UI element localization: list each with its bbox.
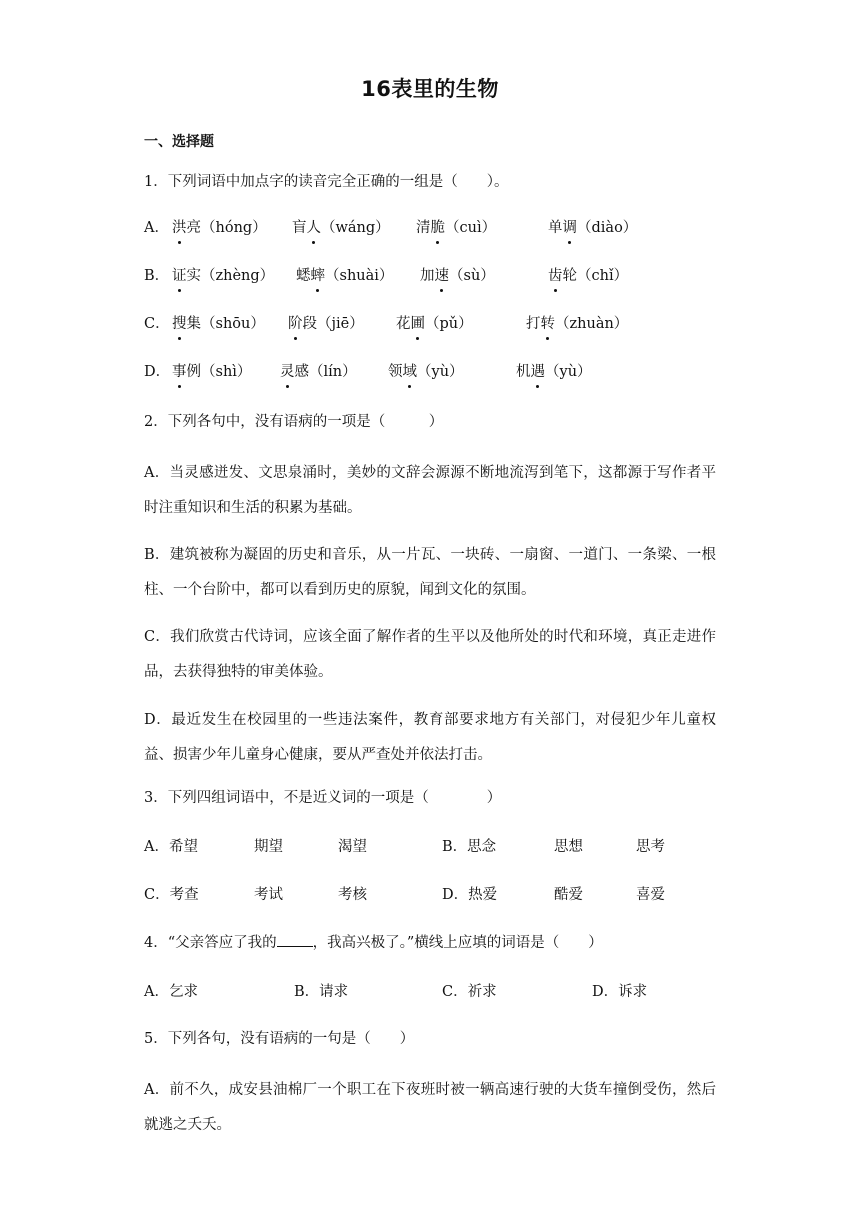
option-item: 阶段（jiē）: [288, 312, 364, 336]
option-item: 盲人（wáng）: [292, 216, 390, 240]
option-item: 机遇（yù）: [516, 360, 592, 384]
question-1-option-a: [144, 216, 716, 240]
question-2-option-c: C．我们欣赏古代诗词，应该全面了解作者的生平以及他所处的时代和环境，真正走进作品，去获得独特的审美体验。: [144, 629, 716, 680]
option-b: B．思念: [442, 839, 497, 855]
page-title: 16表里的生物: [361, 77, 499, 101]
question-2-stem: 2．下列各句中，没有语病的一项是（ ）: [144, 414, 444, 430]
answer-blank: [277, 932, 313, 947]
option-c: C．祈求: [442, 984, 497, 1000]
question-1-option-c: [144, 312, 716, 336]
question-3-stem: 3．下列四组词语中，不是近义词的一项是（ ）: [144, 790, 502, 806]
option-item: 清脆（cuì）: [416, 216, 496, 240]
option-item: 齿轮（chǐ）: [548, 264, 628, 288]
question-4-options: [144, 980, 716, 1004]
option-label: D．: [144, 364, 171, 380]
question-1-option-b: [144, 264, 716, 288]
option-d: D．热爱: [442, 887, 498, 903]
option-item: 加速（sù）: [420, 264, 495, 288]
option-label: B．: [144, 268, 170, 284]
option-item: 证实（zhèng）: [172, 264, 274, 288]
option-word: 期望: [254, 839, 283, 855]
question-2-option-b: B．建筑被称为凝固的历史和音乐，从一片瓦、一块砖、一扇窗、一道门、一条梁、一根柱、一个台阶中，都可以看到历史的原貌，闻到文化的氛围。: [144, 547, 716, 598]
option-word: 酷爱: [554, 887, 583, 903]
question-4-stem: 4．“父亲答应了我的 ，我高兴极了。”横线上应填的词语是（ ）: [144, 931, 603, 955]
question-3-row-ab: [144, 835, 716, 859]
option-item: 搜集（shōu）: [172, 312, 265, 336]
section-heading: 一、选择题: [144, 134, 214, 150]
question-2-option-d: D．最近发生在校园里的一些违法案件，教育部要求地方有关部门，对侵犯少年儿童权益、损害少年儿童身心健康，要从严查处并依法打击。: [144, 712, 716, 763]
option-c: C．考查: [144, 887, 199, 903]
option-item: 打转（zhuàn）: [526, 312, 628, 336]
option-item: 蟋蟀（shuài）: [296, 264, 393, 288]
question-5-option-a: A．前不久，成安县油棉厂一个职工在下夜班时被一辆高速行驶的大货车撞倒受伤，然后就逃之夭夭。: [144, 1082, 716, 1133]
option-word: 考核: [338, 887, 367, 903]
question-1-option-d: [144, 360, 716, 384]
option-item: 花圃（pǔ）: [396, 312, 473, 336]
option-item: 事例（shì）: [172, 360, 251, 384]
option-b: B．请求: [294, 984, 349, 1000]
option-word: 喜爱: [636, 887, 665, 903]
question-1-stem: 1．下列词语中加点字的读音完全正确的一组是（ ）。: [144, 174, 509, 190]
option-word: 思考: [636, 839, 665, 855]
option-label: A．: [144, 220, 169, 236]
option-label: C．: [144, 316, 170, 332]
option-item: 灵感（lín）: [280, 360, 357, 384]
option-item: 领域（yù）: [388, 360, 464, 384]
option-item: 单调（diào）: [548, 216, 637, 240]
question-3-row-cd: [144, 883, 716, 907]
question-5-stem: 5．下列各句，没有语病的一句是（ ）: [144, 1031, 415, 1047]
option-a: A．乞求: [144, 984, 198, 1000]
option-d: D．诉求: [592, 984, 648, 1000]
question-2-option-a: A．当灵感迸发、文思泉涌时，美妙的文辞会源源不断地流泻到笔下，这都源于写作者平时注重知识和生活的积累为基础。: [144, 465, 716, 516]
option-word: 思想: [554, 839, 583, 855]
option-word: 考试: [254, 887, 283, 903]
option-item: 洪亮（hóng）: [172, 216, 267, 240]
option-a: A．希望: [144, 839, 198, 855]
option-word: 渴望: [338, 839, 367, 855]
